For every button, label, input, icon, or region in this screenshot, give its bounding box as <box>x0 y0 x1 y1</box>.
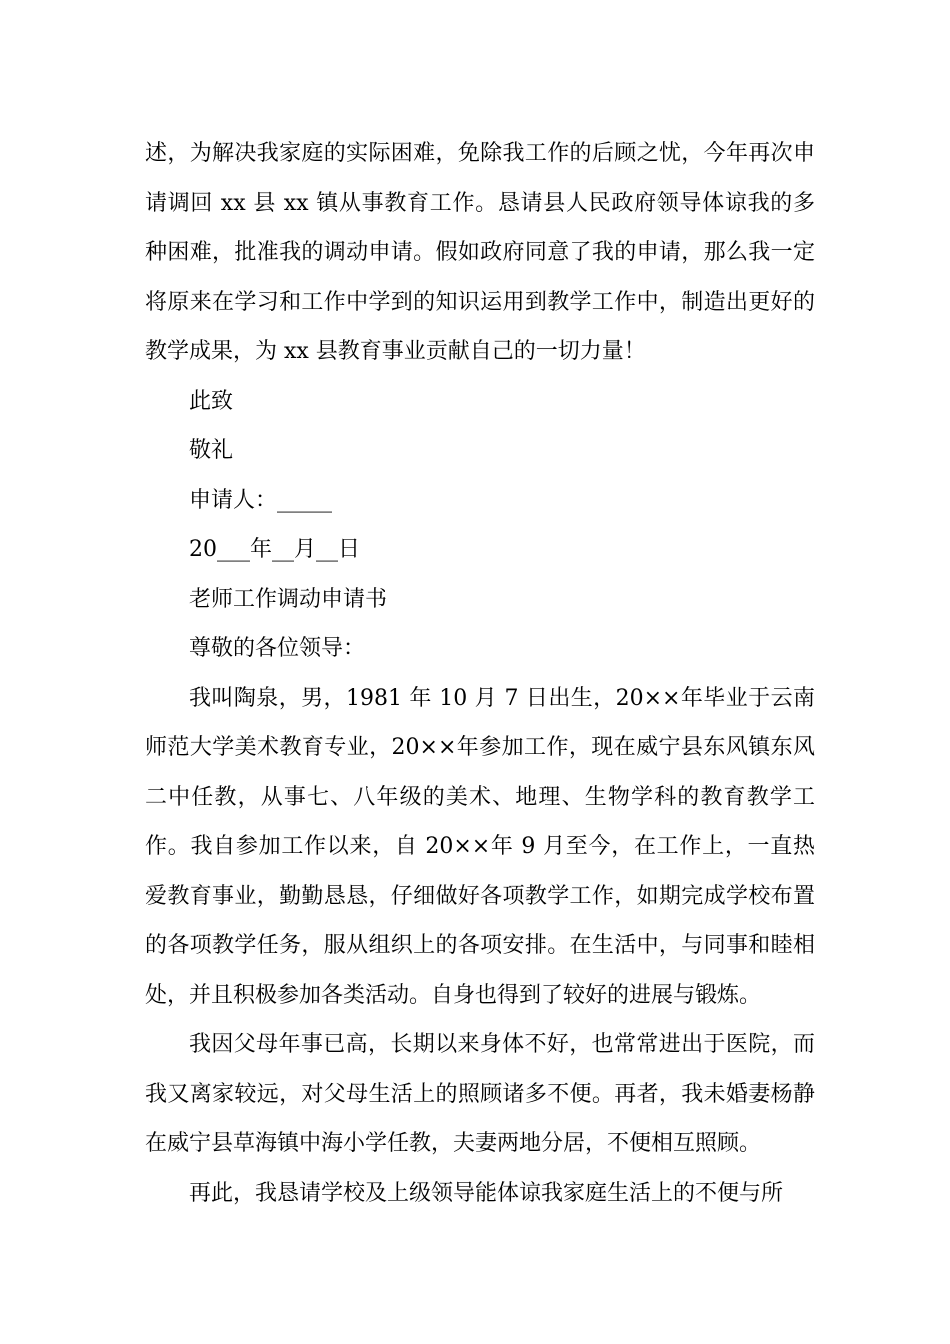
applicant-signature-line: 申请人：_____ <box>189 487 333 513</box>
closing-cizhi: 此致 <box>189 388 234 414</box>
document-title: 老师工作调动申请书 <box>189 586 388 612</box>
document-body <box>145 129 815 1218</box>
paragraph-request-start: 再此，我恳请学校及上级领导能体谅我家庭生活上的不便与所 <box>189 1180 784 1206</box>
paragraph-family-reasons: 我因父母年事已高，长期以来身体不好，也常常进出于医院，而我又离家较远，对父母生活上的照顾诸多不便。再者，我未婚妻杨静在威宁县草海镇中海小学任教，夫妻两地分居，不便相互照顾。 <box>145 1032 815 1156</box>
date-line: 20___年__月__日 <box>189 537 360 562</box>
paragraph-request-continuation: 述，为解决我家庭的实际困难，免除我工作的后顾之忧，今年再次申请调回 xx 县 xx 镇从事教育工作。恳请县人民政府领导体谅我的多种困难，批准我的调动申请。假如政府同意了我的申请，那么我一定将原来在学习和工作中学到的知识运用到教学工作中，制造出更好的教学成果，为 xx 县教育事业贡献自己的一切力量！ <box>145 141 815 364</box>
salutation: 尊敬的各位领导： <box>189 636 366 661</box>
paragraph-self-introduction: 我叫陶泉，男，1981 年 10 月 7 日出生，20××年毕业于云南师范大学美术教育专业，20××年参加工作，现在威宁县东风镇东风二中任教，从事七、八年级的美术、地理、生物学科的教育教学工作。我自参加工作以来，自 20××年 9 月至今，在工作上，一直热爱教育事业，勤勤恳恳，仔细做好各项教学工作，如期完成学校布置的各项教学任务，服从组织上的各项安排。在生活中，与同事和睦相处，并且积极参加各类活动。自身也得到了较好的进展与锻炼。 <box>145 685 815 1008</box>
closing-jingli: 敬礼 <box>189 438 234 463</box>
